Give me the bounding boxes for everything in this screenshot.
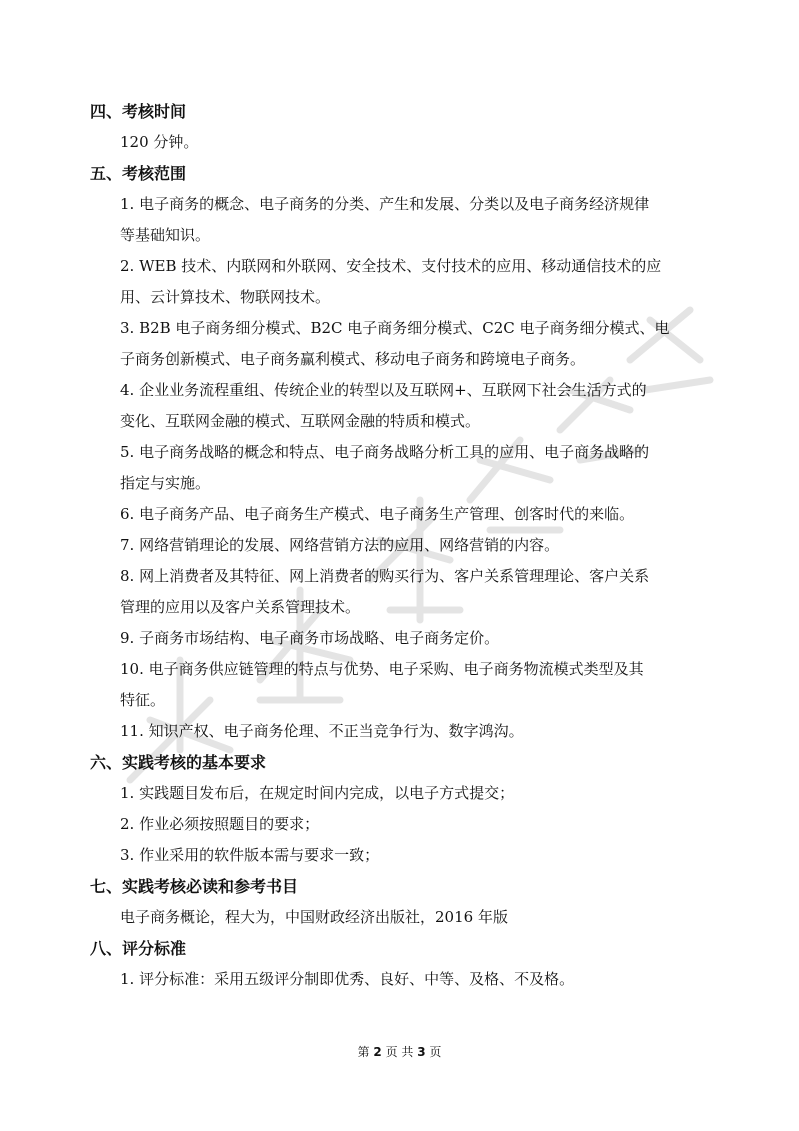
paragraph-line: 120 分钟。	[120, 133, 199, 151]
footer-middle: 页 共	[385, 1045, 414, 1059]
paragraph-line: 子商务创新模式、电子商务赢利模式、移动电子商务和跨境电子商务。	[120, 350, 586, 368]
paragraph-line: 用、云计算技术、物联网技术。	[120, 288, 331, 306]
section-grading	[90, 933, 710, 995]
footer-total-pages: 3	[417, 1045, 426, 1059]
paragraph-line: 5. 电子商务战略的概念和特点、电子商务战略分析工具的应用、电子商务战略的	[120, 443, 650, 461]
paragraph-line: 1. 实践题目发布后，在规定时间内完成，以电子方式提交；	[120, 784, 515, 802]
list-item	[90, 561, 710, 623]
paragraph-line: 9. 子商务市场结构、电子商务市场战略、电子商务定价。	[120, 629, 500, 647]
document-body	[90, 96, 710, 995]
paragraph-line: 6. 电子商务产品、电子商务生产模式、电子商务生产管理、创客时代的来临。	[120, 505, 635, 523]
section-exam-scope	[90, 158, 710, 747]
list-item	[90, 189, 710, 251]
paragraph-line: 特征。	[120, 691, 166, 709]
paragraph-line: 2. WEB 技术、内联网和外联网、安全技术、支付技术的应用、移动通信技术的应	[120, 257, 662, 275]
paragraph-line: 3. 作业采用的软件版本需与要求一致；	[120, 846, 380, 864]
paragraph-line: 电子商务概论，程大为，中国财政经济出版社，2016 年版	[120, 908, 508, 926]
footer-prefix: 第	[357, 1045, 370, 1059]
paragraph-line: 等基础知识。	[120, 226, 211, 244]
footer-page-number: 2	[373, 1045, 382, 1059]
section-reference-books	[90, 871, 710, 933]
paragraph-line: 1. 评分标准：采用五级评分制即优秀、良好、中等、及格、不及格。	[120, 970, 575, 988]
paragraph-line: 1. 电子商务的概念、电子商务的分类、产生和发展、分类以及电子商务经济规律	[120, 195, 650, 213]
section-heading: 四、考核时间	[90, 102, 187, 121]
paragraph-line: 4. 企业业务流程重组、传统企业的转型以及互联网+、互联网下社会生活方式的	[120, 381, 647, 399]
page-footer	[0, 1044, 799, 1060]
section-heading: 七、实践考核必读和参考书目	[90, 877, 299, 896]
list-item	[90, 623, 710, 654]
paragraph-line: 变化、互联网金融的模式、互联网金融的特质和模式。	[120, 412, 481, 430]
list-item	[90, 313, 710, 375]
section-heading: 八、评分标准	[90, 939, 187, 958]
paragraph-line: 11. 知识产权、电子商务伦理、不正当竞争行为、数字鸿沟。	[120, 722, 524, 740]
paragraph-line: 7. 网络营销理论的发展、网络营销方法的应用、网络营销的内容。	[120, 536, 560, 554]
paragraph-line: 2. 作业必须按照题目的要求；	[120, 815, 320, 833]
list-item	[90, 251, 710, 313]
list-item	[90, 437, 710, 499]
paragraph-line: 3. B2B 电子商务细分模式、B2C 电子商务细分模式、C2C 电子商务细分模式、电	[120, 319, 670, 337]
section-heading: 五、考核范围	[90, 164, 187, 183]
section-practice-requirements	[90, 747, 710, 871]
list-item	[90, 530, 710, 561]
list-item	[90, 716, 710, 747]
footer-suffix: 页	[429, 1045, 442, 1059]
paragraph-line: 8. 网上消费者及其特征、网上消费者的购买行为、客户关系管理理论、客户关系	[120, 567, 650, 585]
list-item	[90, 654, 710, 716]
section-heading: 六、实践考核的基本要求	[90, 753, 267, 772]
section-exam-time	[90, 96, 710, 158]
list-item	[90, 499, 710, 530]
paragraph-line: 指定与实施。	[120, 474, 211, 492]
list-item	[90, 375, 710, 437]
paragraph-line: 管理的应用以及客户关系管理技术。	[120, 598, 361, 616]
paragraph-line: 10. 电子商务供应链管理的特点与优势、电子采购、电子商务物流模式类型及其	[120, 660, 644, 678]
